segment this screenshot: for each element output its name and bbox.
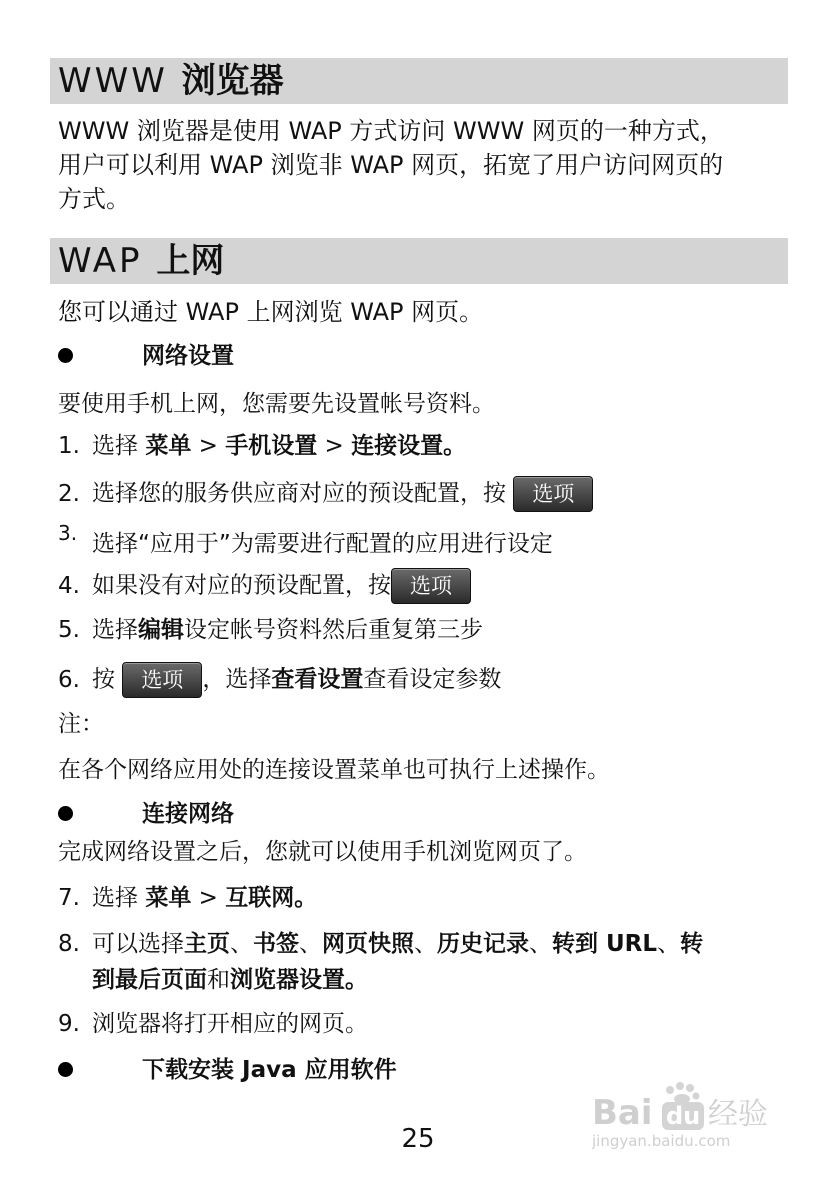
step-3: [58, 521, 553, 557]
description-line-2: 用户可以利用 WAP 浏览非 WAP 网页，拓宽了用户访问网页的: [58, 151, 724, 179]
bullet-label: 网络设置: [142, 343, 234, 369]
step-number: 3.: [58, 521, 78, 545]
delimiter: 、: [529, 931, 552, 957]
options-softkey-button: 选项: [391, 568, 471, 604]
step-number: 5.: [58, 617, 80, 643]
browser-option: 网页快照: [322, 931, 414, 957]
browser-option: 历史记录: [437, 931, 529, 957]
step-5: [58, 614, 483, 646]
step-number: 6.: [58, 666, 80, 693]
path-separator: >: [191, 433, 226, 459]
step-text: 可以选择: [92, 931, 184, 957]
watermark-brand: Bai: [592, 1093, 653, 1133]
bullet-dot-icon: [58, 1062, 73, 1077]
step-end: 。: [345, 967, 368, 993]
step-9: [58, 1008, 368, 1040]
browser-option: 主页: [184, 931, 230, 957]
step-end: 。: [294, 885, 318, 911]
step-end: 。: [443, 433, 467, 459]
bullet-dot-icon: [58, 806, 73, 821]
browser-option: 转: [680, 931, 704, 957]
delimiter: 、: [657, 931, 681, 957]
step-text: 和: [207, 967, 230, 993]
step-number: 8.: [58, 931, 80, 957]
step-1: [58, 430, 466, 462]
section-title-latin: WAP: [58, 241, 143, 281]
edit-command: 编辑: [138, 617, 184, 643]
step-number: 7.: [58, 885, 80, 911]
browser-option: 转到 URL: [552, 931, 658, 957]
browser-option: 书签: [253, 931, 299, 957]
step-8-line-1: [58, 928, 703, 960]
menu-path-item: 菜单: [145, 885, 192, 911]
step-number: 4.: [58, 572, 80, 599]
step-6: [58, 662, 501, 698]
menu-path-item: 连接设置: [351, 433, 444, 459]
menu-path-item: 菜单: [145, 433, 192, 459]
section-header-wap: [50, 238, 788, 284]
step-text: 选择: [92, 617, 138, 643]
description-line-3: 方式。: [58, 185, 130, 213]
delimiter: 、: [230, 931, 253, 957]
bullet-label: 连接网络: [142, 801, 234, 827]
path-separator: >: [191, 885, 226, 911]
step-text: 浏览器将打开相应的网页。: [92, 1011, 368, 1037]
step-text: 选择: [92, 885, 146, 911]
browser-option: 浏览器设置: [230, 967, 345, 993]
step-text: 如果没有对应的预设配置，按: [92, 572, 391, 599]
bullet-label: 下载安装 Java 应用软件: [142, 1057, 397, 1083]
step-text: ，选择: [202, 666, 272, 693]
step-text: 选择: [92, 433, 146, 459]
options-softkey-button: 选项: [122, 662, 202, 698]
connect-network-description: 完成网络设置之后，您就可以使用手机浏览网页了。: [58, 839, 587, 865]
section-title-latin: WWW: [58, 61, 168, 101]
step-text: 选择“应用于”为需要进行配置的应用进行设定: [92, 531, 553, 557]
step-text: 按: [92, 666, 123, 693]
view-settings-command: 查看设置: [271, 666, 364, 693]
step-7: [58, 882, 317, 914]
step-8-line-2: [92, 964, 368, 996]
step-number: 9.: [58, 1011, 80, 1037]
watermark-brand-du: du: [666, 1102, 701, 1130]
step-text: 选择您的服务供应商对应的预设配置，按: [92, 480, 514, 507]
browser-option: 到最后页面: [92, 967, 207, 993]
section-title-cjk: 上网: [156, 241, 225, 281]
note-text: 在各个网络应用处的连接设置菜单也可执行上述操作。: [58, 757, 610, 783]
description-line-1: WWW 浏览器是使用 WAP 方式访问 WWW 网页的一种方式，: [58, 117, 724, 145]
step-number: 1.: [58, 433, 80, 459]
watermark-url: jingyan.baidu.com: [592, 1132, 731, 1150]
delimiter: 、: [414, 931, 437, 957]
network-settings-description: 要使用手机上网，您需要先设置帐号资料。: [58, 391, 495, 417]
path-separator: >: [317, 433, 352, 459]
step-4: [58, 568, 471, 604]
watermark-cn: 经验: [708, 1097, 768, 1132]
menu-path-item: 互联网: [225, 885, 295, 911]
step-2: [58, 476, 593, 512]
note-label: 注：: [58, 711, 104, 737]
section-title-cjk: 浏览器: [181, 61, 284, 101]
section-header-www-browser: [50, 58, 788, 104]
menu-path-item: 手机设置: [225, 433, 318, 459]
step-text: 设定帐号资料然后重复第三步: [184, 617, 483, 643]
page-number: 25: [401, 1124, 435, 1154]
bullet-dot-icon: [58, 348, 73, 363]
options-softkey-button: 选项: [513, 476, 593, 512]
step-number: 2.: [58, 480, 80, 507]
www-browser-description: [58, 114, 788, 216]
step-text: 查看设定参数: [363, 666, 502, 693]
delimiter: 、: [299, 931, 322, 957]
wap-intro: 您可以通过 WAP 上网浏览 WAP 网页。: [58, 298, 484, 326]
